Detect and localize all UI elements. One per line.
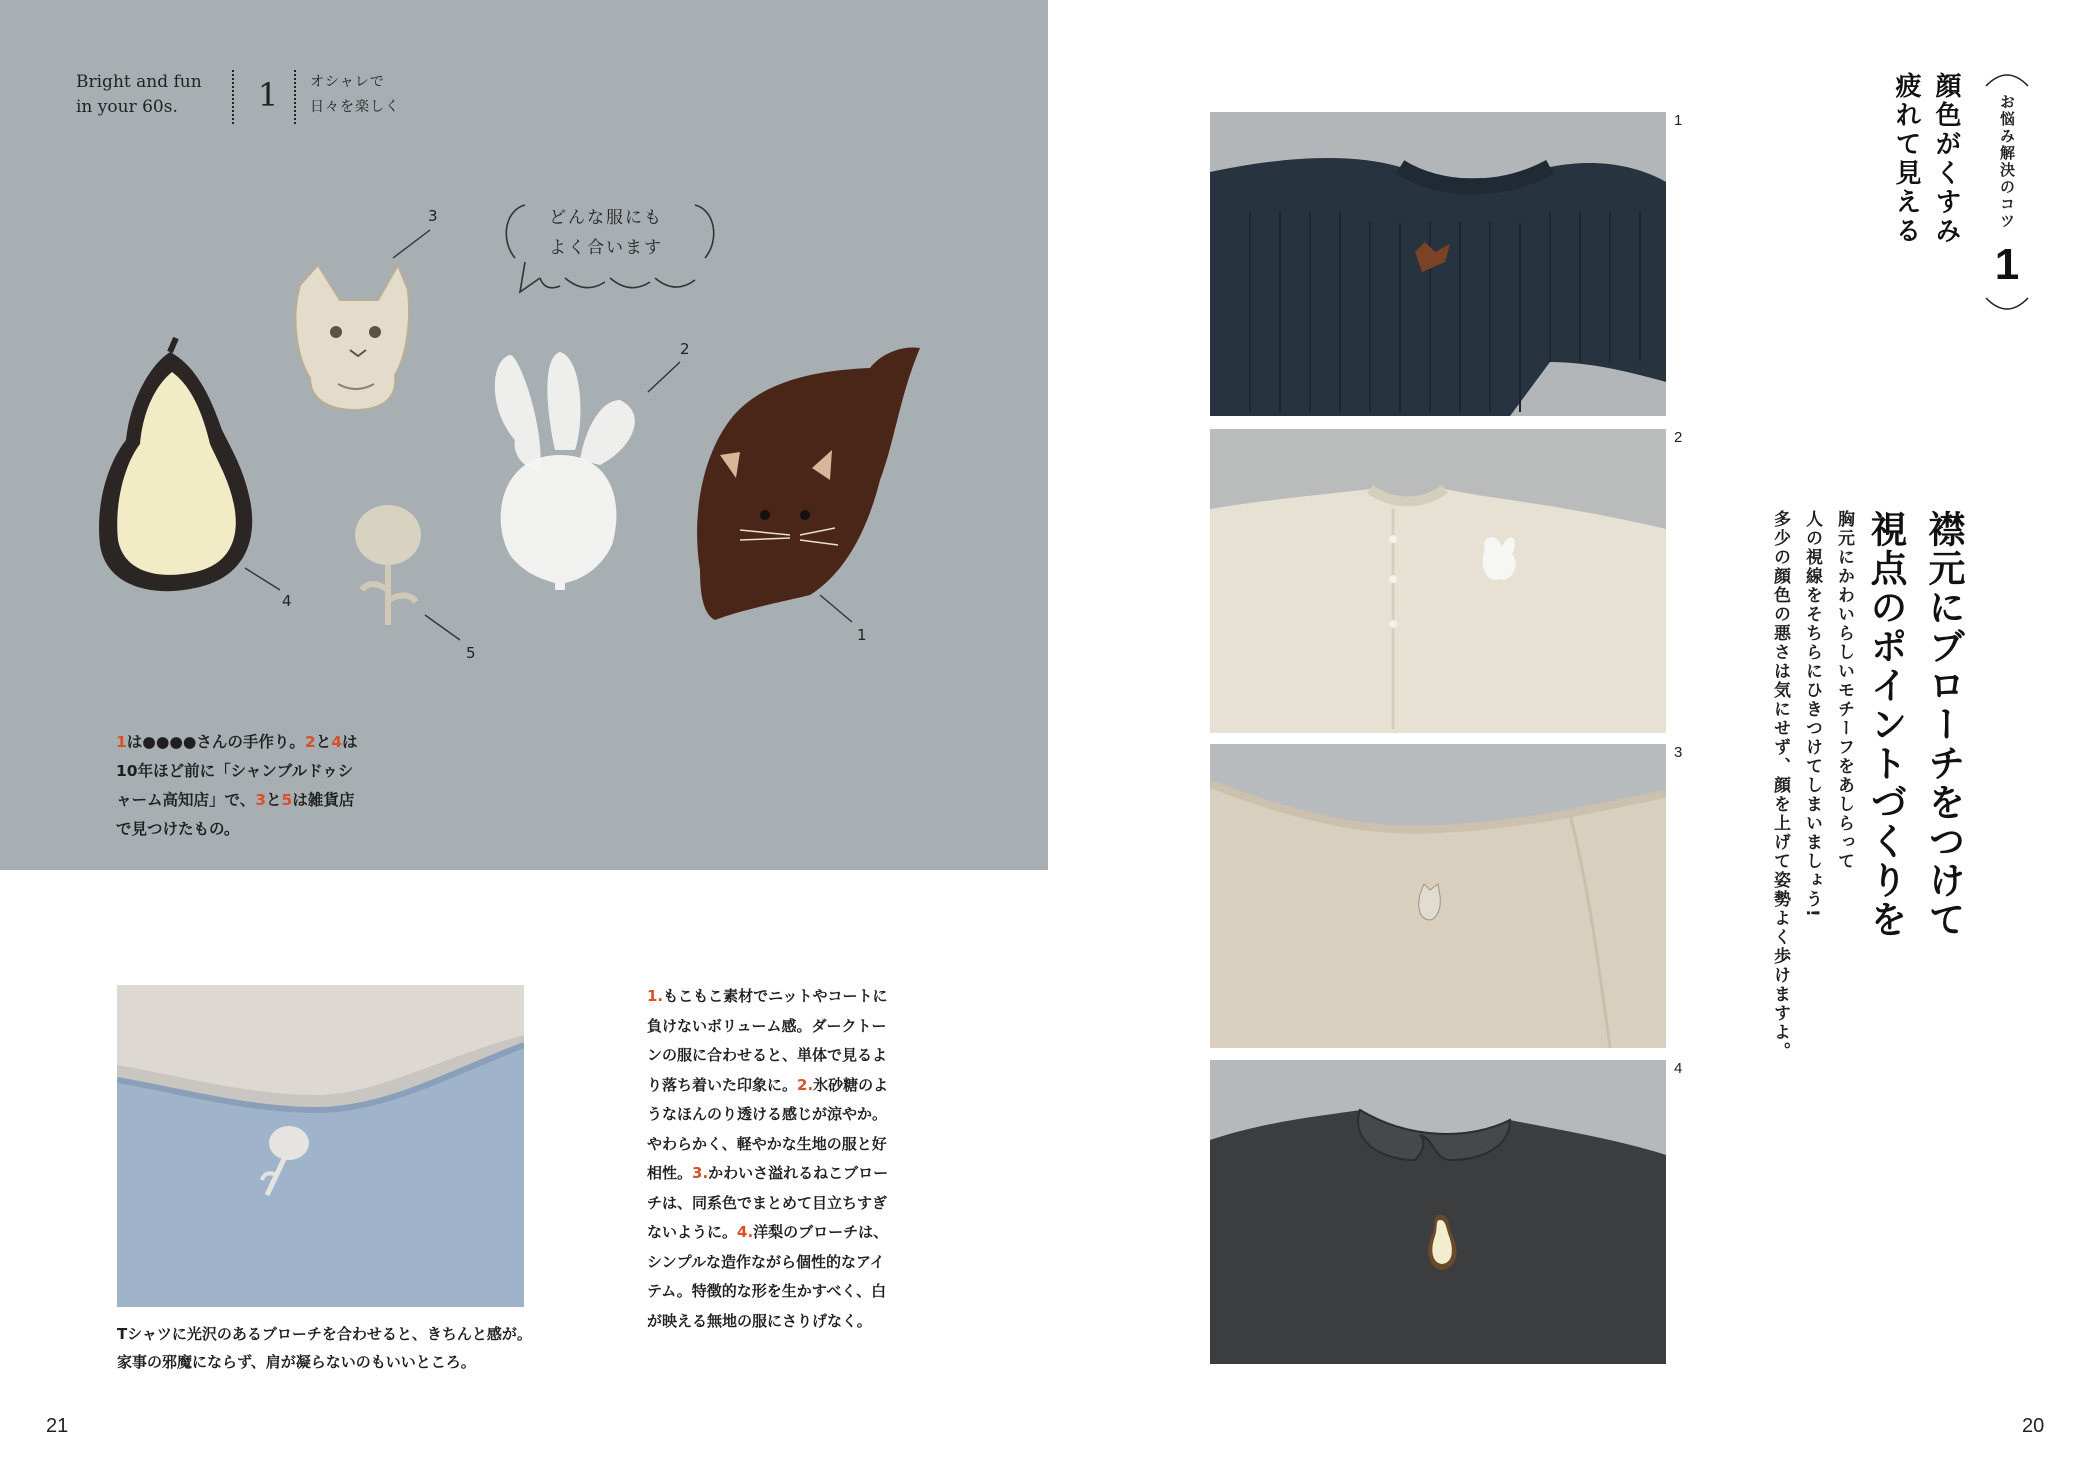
callout-1: 1 — [857, 626, 867, 644]
credit-num-3: 3 — [255, 791, 266, 809]
series-en-line1: Bright and fun — [76, 72, 202, 92]
worry-title-line2: 疲れて見える — [1891, 72, 1921, 246]
body-line3: 多少の顔色の悪さは気にせず、顔を上げて姿勢よく歩けますよ。 — [1770, 510, 1790, 1061]
credit-text-5: は雑貨店で見つけたもの。 — [116, 791, 355, 838]
desc-text-4: 洋梨のブローチは、シンプルな造作ながら個性的なアイテム。特徴的な形を生かすべく、白が映える無地の服にさりげなく。 — [647, 1223, 889, 1330]
body-line1: 胸元にかわいらしいモチーフをあしらって — [1834, 510, 1854, 871]
tee-caption-line2: 家事の邪魔にならず、肩が凝らないのもいいところ。 — [117, 1353, 476, 1371]
photo-number-3: 3 — [1674, 744, 1683, 761]
series-jp-line1: オシャレで — [310, 74, 385, 90]
series-english — [76, 70, 226, 120]
photo-charcoal-blouse — [1210, 1060, 1666, 1364]
photo-beige-top — [1210, 744, 1666, 1048]
paren-bottom — [1984, 296, 2030, 316]
bubble-line2: よく合います — [549, 238, 663, 258]
tshirt-brooch-photo — [117, 985, 524, 1307]
photo-navy-sweater — [1210, 112, 1666, 416]
page-number-right: 20 — [2022, 1415, 2045, 1437]
credit-num-1: 1 — [116, 733, 127, 751]
headline-line1: 襟元にブローチをつけて — [1922, 510, 1965, 939]
credit-text-1: は●●●●さんの手作り。 — [126, 733, 305, 751]
callout-2: 2 — [680, 340, 690, 358]
worry-number: 1 — [1994, 240, 2020, 289]
speech-bubble-text — [516, 203, 696, 263]
tshirt-caption — [117, 1320, 587, 1376]
desc-num-4: 4. — [737, 1223, 754, 1241]
callout-4: 4 — [282, 592, 292, 610]
desc-text-2: 氷砂糖のようなほんのり透ける感じが涼やか。やわらかく、軽やかな生地の服と好相性。 — [647, 1075, 889, 1182]
photo-number-2: 2 — [1674, 429, 1683, 446]
body-text — [1764, 510, 1860, 1061]
tee-caption-line1: Tシャツに光沢のあるブローチを合わせると、きちんと感が。 — [117, 1325, 532, 1343]
worry-title — [1886, 72, 1966, 246]
dotted-divider — [232, 70, 234, 124]
bubble-line1: どんな服にも — [549, 208, 663, 228]
credit-num-5: 5 — [281, 791, 293, 809]
credit-text-2: と — [315, 733, 332, 751]
desc-num-2: 2. — [797, 1075, 814, 1094]
body-line2: 人の視線をそちらにひきつけてしまいましょう! — [1802, 510, 1822, 919]
worry-title-line1: 顔色がくすみ — [1931, 72, 1961, 246]
photo-number-1: 1 — [1674, 112, 1683, 129]
desc-text-1: もこもこ素材でニットやコートに負けないボリューム感。ダークトーンの服に合わせると、単体で見るより落ち着いた印象に。 — [647, 987, 888, 1094]
series-number: 1 — [257, 76, 279, 114]
series-jp-line2: 日々を楽しく — [310, 99, 400, 115]
credit-num-4: 4 — [331, 733, 343, 751]
callout-5: 5 — [466, 644, 476, 662]
credit-num-2: 2 — [304, 733, 316, 751]
desc-num-3: 3. — [692, 1164, 709, 1182]
photo-linen-blouse — [1210, 429, 1666, 733]
credit-text-4: と — [266, 791, 282, 809]
photo-number-4: 4 — [1674, 1060, 1683, 1077]
brooch-descriptions — [647, 982, 892, 1336]
series-japanese — [310, 70, 400, 120]
paren-top — [1984, 68, 2030, 88]
dotted-divider — [294, 70, 296, 124]
photo-credit-text — [116, 728, 366, 844]
series-header — [76, 70, 400, 124]
headline-line2: 視点のポイントづくりを — [1864, 510, 1907, 939]
desc-num-1: 1. — [647, 987, 664, 1005]
headline — [1856, 510, 1972, 939]
credit-text-3: は10年ほど前に「シャンブルドゥシャーム高知店」で、 — [116, 733, 358, 809]
worry-label: お悩み解決のコツ — [1998, 94, 2016, 230]
series-en-line2: in your 60s. — [76, 97, 178, 117]
brooch-collection-photo — [0, 0, 1048, 870]
desc-text-3: かわいさ溢れるねこブローチは、同系色でまとめて目立ちすぎないように。 — [647, 1164, 889, 1241]
page-number-left: 21 — [46, 1415, 69, 1437]
callout-3: 3 — [428, 207, 438, 225]
